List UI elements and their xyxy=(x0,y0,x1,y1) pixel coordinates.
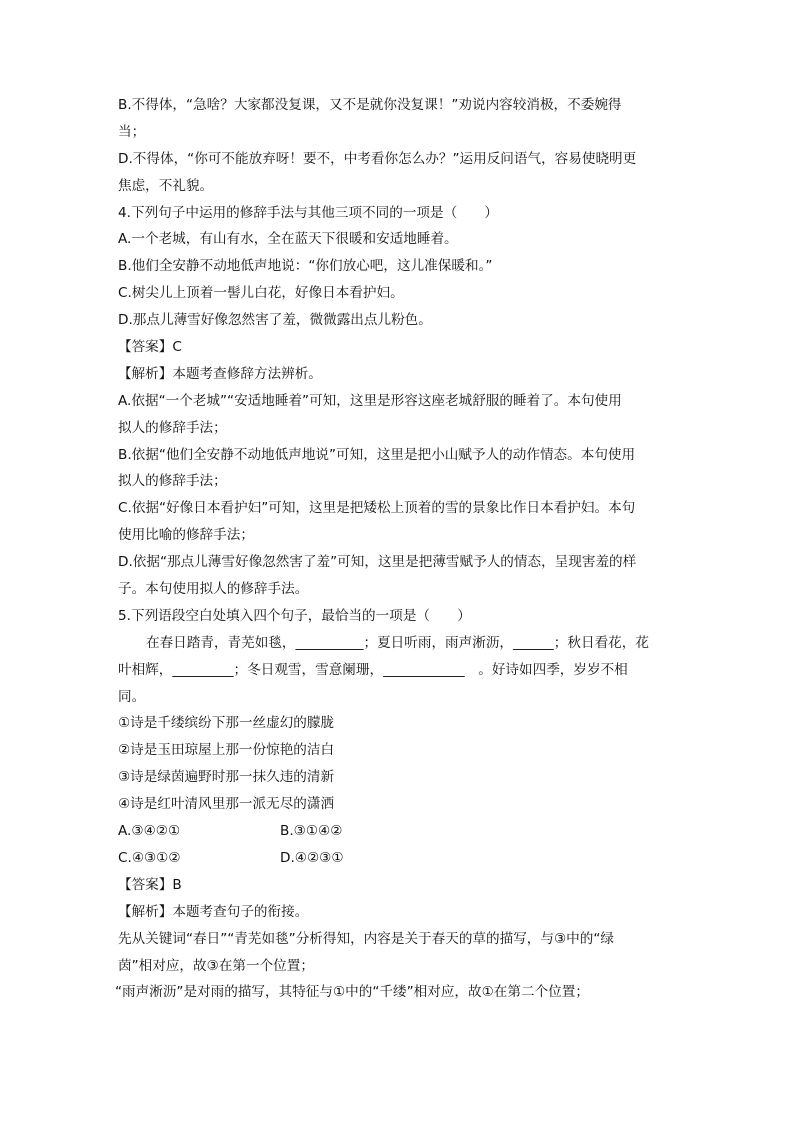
q4-option-b: B.他们全安静不动地低声地说：“你们放心吧，这儿准保暖和。” xyxy=(118,258,493,275)
q5-option-d: D.④②③① xyxy=(280,849,344,866)
q5-sentence-4: ④诗是红叶清风里那一派无尽的潇洒 xyxy=(118,796,335,813)
q5-option-b: B.③①④② xyxy=(280,823,343,840)
q4-analysis-line: A.依据“一个老城”“安适地睡着”可知，这里是形容这座老城舒服的睡着了。本句使用 xyxy=(118,392,622,409)
q4-option-c: C.树尖儿上顶着一髻儿白花，好像日本看护妇。 xyxy=(118,285,404,302)
q5-analysis-line: 茵”相对应，故③在第一个位置； xyxy=(118,957,314,974)
q3-option-d-line-2: 焦虑，不礼貌。 xyxy=(118,177,214,194)
q5-sentence-3: ③诗是绿茵遍野时那一抹久违的清新 xyxy=(118,769,335,786)
q3-option-b-line-1: B.不得体，“急啥？大家都没复课，又不是就你没复课！”劝说内容较消极，不委婉得 xyxy=(118,97,622,113)
q4-analysis-line: 使用比喻的修辞手法； xyxy=(118,527,254,544)
q5-options-row-1 xyxy=(118,818,678,845)
q4-analysis-line: C.依据“好像日本看护妇”可知，这里是把矮松上顶着的雪的景象比作日本看护妇。本句 xyxy=(118,500,636,517)
q5-answer: 【答案】B xyxy=(118,876,182,893)
q5-sentence-1: ①诗是千缕缤纷下那一丝虚幻的朦胧 xyxy=(118,715,335,732)
q5-sentence-2: ②诗是玉田琼屋上那一份惊艳的洁白 xyxy=(118,742,335,759)
q3-option-b-line-2: 当； xyxy=(118,123,146,140)
q4-analysis-line: D.依据“那点儿薄雪好像忽然害了羞”可知，这里是把薄雪赋予人的情态，呈现害羞的样 xyxy=(118,554,637,571)
q4-analysis-line: 拟人的修辞手法； xyxy=(118,473,227,490)
q4-stem: 4.下列句子中运用的修辞手法与其他三项不同的一项是（ ） xyxy=(118,204,498,221)
q4-analysis-title: 【解析】本题考查修辞方法辨析。 xyxy=(118,365,322,382)
q4-analysis-line: 子。本句使用拟人的修辞手法。 xyxy=(118,581,309,598)
q5-analysis-line: “雨声淅沥”是对雨的描写，其特征与①中的“千缕”相对应，故①在第二个位置； xyxy=(115,984,589,1001)
q5-analysis-line: 先从关键词“春日”“青芜如毯”分析得知，内容是关于春天的草的描写，与③中的“绿 xyxy=(118,930,614,947)
q5-passage-line-3: 同。 xyxy=(118,688,146,705)
document-page xyxy=(115,92,678,1006)
q4-analysis-line: B.依据“他们全安静不动地低声地说”可知，这里是把小山赋予人的动作情态。本句使用 xyxy=(118,446,636,463)
q4-answer: 【答案】C xyxy=(118,339,182,356)
q5-options-row-2 xyxy=(118,845,678,872)
q5-passage-line-2: 叶相辉，_________；冬日观雪，雪意阑珊，____________ 。好诗如四季，岁岁不相 xyxy=(118,661,628,678)
q5-stem: 5.下列语段空白处填入四个句子，最恰当的一项是（ ） xyxy=(118,607,471,624)
q4-option-d: D.那点儿薄雪好像忽然害了羞，微微露出点儿粉色。 xyxy=(118,312,432,329)
q5-option-a: A.③④②① xyxy=(118,823,181,840)
q5-analysis-title: 【解析】本题考查句子的衔接。 xyxy=(118,903,309,920)
q5-passage-line-1: 在春日踏青，青芜如毯，__________；夏日听雨，雨声淅沥，______；秋日看花，花 xyxy=(146,634,649,651)
q4-analysis-line: 拟人的修辞手法； xyxy=(118,419,227,436)
q4-option-a: A.一个老城，有山有水，全在蓝天下很暖和安适地睡着。 xyxy=(118,231,458,248)
q3-option-d-line-1: D.不得体，“你可不能放弃呀！要不，中考看你怎么办？”运用反问语气，容易使晓明更 xyxy=(118,150,637,167)
q5-option-c: C.④③①② xyxy=(118,849,181,866)
